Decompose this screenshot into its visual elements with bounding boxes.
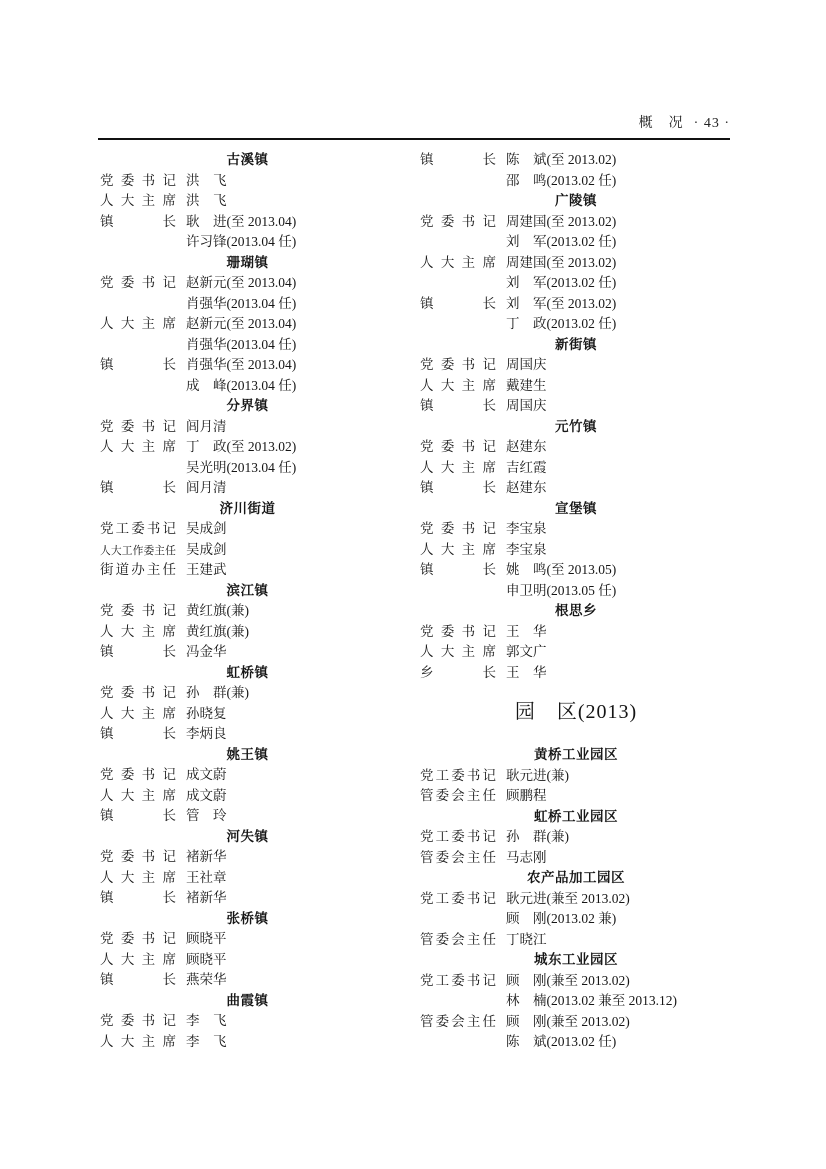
official-row [420,294,732,315]
official-row [420,827,732,848]
official-row [100,560,395,581]
official-row [100,478,395,499]
official-row [420,396,732,417]
official-name: 王 华 [506,623,547,639]
position-label: 管 委 会 主 任 [420,1013,496,1029]
official-name: 邵 鸣(2013.02 任) [506,172,617,188]
official-row [100,704,395,725]
town-heading: 新街镇 [555,336,597,353]
official-row [100,601,395,622]
official-row-continuation [420,909,732,930]
town-heading: 宣堡镇 [555,500,597,517]
official-name: 周建国(至 2013.02) [506,213,617,229]
town-heading: 张桥镇 [226,910,269,927]
official-name: 冯金华 [186,644,227,659]
official-row-continuation [100,232,395,253]
position-label: 党 工 委 书 记 [420,829,496,844]
official-name: 李宝泉 [506,521,547,536]
official-name: 顾 刚(兼至 2013.02) [506,1013,630,1029]
section-title: 园 区(2013) [514,701,638,723]
position-label: 党 委 书 记 [100,767,176,782]
official-row [100,724,395,745]
official-name: 赵建东 [506,439,547,454]
position-label: 镇 长 [100,357,176,372]
official-name: 顾鹏程 [506,788,547,803]
official-row [420,376,732,397]
official-name: 郭文广 [506,644,547,659]
official-name: 周国庆 [506,357,547,372]
position-label: 人 大 工 作 委 主 任 [100,544,176,557]
official-name: 李 飞 [186,1033,227,1049]
position-label: 镇 长 [420,398,496,413]
official-row [420,1012,732,1033]
official-name: 王社章 [186,869,227,885]
town-heading: 滨江镇 [226,582,269,599]
town-heading: 虹桥镇 [226,664,269,681]
official-row-continuation [420,171,732,192]
official-row [420,663,732,684]
official-name: 李炳良 [186,726,227,741]
official-name: 孙晓复 [186,705,227,721]
official-name: 申卫明(2013.05 任) [506,582,617,598]
official-name: 褚新华 [186,849,227,864]
official-row [100,1011,395,1032]
official-name: 姚 鸣(至 2013.05) [506,562,617,577]
town-heading: 曲霞镇 [226,992,269,1009]
official-name: 赵新元(至 2013.04) [186,316,297,331]
official-name: 吴成剑 [186,521,227,536]
town-heading: 广陵镇 [555,193,597,209]
position-label: 镇 长 [100,644,176,659]
official-name: 李 飞 [186,1013,227,1028]
official-row-continuation [100,376,395,397]
position-label: 人 大 主 席 [100,439,176,454]
official-name: 洪 飞 [186,193,227,208]
official-name: 黄红旗(兼) [186,623,249,639]
position-label: 乡 长 [420,664,496,680]
official-name: 丁 政(2013.02 任) [506,316,617,331]
official-row [100,1032,395,1053]
official-name: 顾 刚(2013.02 兼) [506,911,617,926]
official-name: 黄红旗(兼) [186,603,249,618]
official-name: 刘 军(2013.02 任) [506,234,617,249]
official-row [100,540,395,561]
running-head-section: 概 况 [638,116,684,131]
official-name: 林 楠(2013.02 兼至 2013.12) [506,993,677,1008]
official-name: 成 峰(2013.04 任) [186,377,297,393]
position-label: 人 大 主 席 [420,459,496,475]
official-row [100,273,395,294]
town-heading: 城东工业园区 [534,952,618,968]
town-heading: 河失镇 [226,828,269,845]
official-row [100,191,395,212]
position-label: 党 委 书 记 [100,931,176,946]
official-row-continuation [100,335,395,356]
official-name: 孙 群(兼) [186,685,249,700]
position-label: 党 委 书 记 [100,603,176,618]
position-label: 人 大 主 席 [100,316,176,331]
position-label: 镇 长 [100,890,176,905]
official-row [420,786,732,807]
position-label: 镇 长 [100,213,176,229]
right-column [420,150,732,1053]
town-heading: 古溪镇 [226,152,269,168]
position-label: 镇 长 [420,562,496,577]
official-row-continuation [420,1032,732,1053]
position-label: 管 委 会 主 任 [420,931,496,947]
position-label: 人 大 主 席 [420,377,496,393]
official-row [100,622,395,643]
official-row [420,642,732,663]
official-name: 闾月清 [186,480,227,495]
official-row [100,171,395,192]
position-label: 镇 长 [100,972,176,987]
official-name: 肖强华(2013.04 任) [186,336,297,352]
page-number: · 43 · [693,116,730,131]
official-name: 顾 刚(兼至 2013.02) [506,972,630,988]
official-name: 王建武 [186,562,227,577]
official-row-continuation [420,232,732,253]
position-label: 人 大 主 席 [420,541,496,557]
official-name: 许习锋(2013.04 任) [186,234,297,249]
position-label: 街 道 办 主 任 [100,562,176,577]
position-label: 人 大 主 席 [100,787,176,803]
official-name: 刘 军(至 2013.02) [506,295,617,311]
official-row [420,622,732,643]
official-name: 肖强华(至 2013.04) [186,357,297,372]
official-row [420,458,732,479]
official-name: 赵建东 [506,480,547,495]
position-label: 人 大 主 席 [100,869,176,885]
town-heading: 农产品加工园区 [527,870,625,886]
official-row [100,314,395,335]
official-name: 肖强华(2013.04 任) [186,295,297,311]
position-label: 管 委 会 主 任 [420,788,496,803]
official-row [420,889,732,910]
position-label: 管 委 会 主 任 [420,849,496,865]
position-label: 镇 长 [420,152,496,167]
town-heading: 黄桥工业园区 [534,747,618,763]
town-heading: 分界镇 [226,398,269,414]
official-name: 褚新华 [186,890,227,905]
position-label: 镇 长 [420,480,496,495]
official-row [420,478,732,499]
official-row [420,437,732,458]
position-label: 人 大 主 席 [100,951,176,967]
official-row [420,971,732,992]
official-name: 闾月清 [186,418,227,434]
official-row [100,519,395,540]
official-row [420,212,732,233]
official-name: 成文蔚 [186,787,227,803]
official-row [420,766,732,787]
official-row [420,150,732,171]
official-row [100,929,395,950]
official-row-continuation [100,294,395,315]
position-label: 人 大 主 席 [420,644,496,659]
official-row [100,868,395,889]
official-row [420,519,732,540]
official-row-continuation [420,581,732,602]
official-name: 马志刚 [506,849,547,865]
header-rule [98,138,730,140]
position-label: 镇 长 [100,808,176,823]
town-heading: 根思乡 [555,603,597,619]
official-row [100,806,395,827]
official-name: 洪 飞 [186,172,227,188]
official-name: 赵新元(至 2013.04) [186,275,297,290]
official-name: 李宝泉 [506,541,547,557]
official-name: 吴光明(2013.04 任) [186,459,297,475]
town-heading: 姚王镇 [226,746,269,763]
official-name: 丁 政(至 2013.02) [186,439,297,454]
official-row [420,930,732,951]
official-row [100,355,395,376]
official-name: 燕荣华 [186,972,227,987]
official-row [100,642,395,663]
town-heading: 济川街道 [219,500,276,517]
official-row [420,560,732,581]
official-name: 周建国(至 2013.02) [506,254,617,270]
position-label: 党 工 委 书 记 [420,972,496,988]
position-label: 镇 长 [420,295,496,311]
official-name: 陈 斌(至 2013.02) [506,152,617,167]
official-name: 耿元进(兼至 2013.02) [506,890,630,906]
official-row [420,848,732,869]
position-label: 党 委 书 记 [100,849,176,864]
official-row [100,765,395,786]
official-name: 周国庆 [506,398,547,413]
official-name: 刘 军(2013.02 任) [506,275,617,290]
town-heading: 元竹镇 [555,418,597,435]
official-row-continuation [100,458,395,479]
town-heading: 珊瑚镇 [226,254,269,271]
position-label: 人 大 主 席 [100,1033,176,1049]
official-row-continuation [420,273,732,294]
official-name: 吴成剑 [186,541,227,557]
running-head [639,112,730,132]
official-name: 戴建生 [506,377,547,393]
position-label: 人 大 主 席 [420,254,496,270]
official-row [100,417,395,438]
official-name: 管 玲 [186,808,227,823]
official-name: 王 华 [506,664,547,680]
position-label: 党 工 委 书 记 [420,767,496,783]
official-row [100,847,395,868]
position-label: 党 委 书 记 [420,439,496,454]
official-row-continuation [420,314,732,335]
official-name: 陈 斌(2013.02 任) [506,1034,617,1049]
town-heading: 虹桥工业园区 [534,808,618,825]
official-name: 丁晓江 [506,931,547,947]
official-name: 成文蔚 [186,767,227,782]
left-column [100,150,395,1052]
position-label: 镇 长 [100,726,176,741]
position-label: 党 委 书 记 [100,418,176,434]
position-label: 党 委 书 记 [420,623,496,639]
position-label: 党 工 委 书 记 [420,890,496,906]
position-label: 人 大 主 席 [100,193,176,208]
position-label: 党 委 书 记 [100,685,176,700]
official-row [100,950,395,971]
official-name: 顾晓平 [186,931,227,946]
position-label: 人 大 主 席 [100,623,176,639]
official-row-continuation [420,991,732,1012]
official-row [100,888,395,909]
official-row [100,970,395,991]
position-label: 党 委 书 记 [100,275,176,290]
official-row [420,540,732,561]
official-name: 孙 群(兼) [506,829,569,844]
position-label: 党 委 书 记 [420,521,496,536]
position-label: 党 委 书 记 [100,172,176,188]
official-row [100,212,395,233]
position-label: 人 大 主 席 [100,705,176,721]
official-row [420,253,732,274]
position-label: 党 工 委 书 记 [100,521,176,536]
official-row [420,355,732,376]
official-name: 耿 进(至 2013.04) [186,213,297,229]
official-name: 耿元进(兼) [506,767,569,783]
position-label: 党 委 书 记 [420,213,496,229]
official-name: 顾晓平 [186,951,227,967]
official-row [100,437,395,458]
official-row [100,683,395,704]
official-row [100,786,395,807]
position-label: 党 委 书 记 [100,1013,176,1028]
position-label: 镇 长 [100,480,176,495]
official-name: 吉红霞 [506,459,547,475]
position-label: 党 委 书 记 [420,357,496,372]
